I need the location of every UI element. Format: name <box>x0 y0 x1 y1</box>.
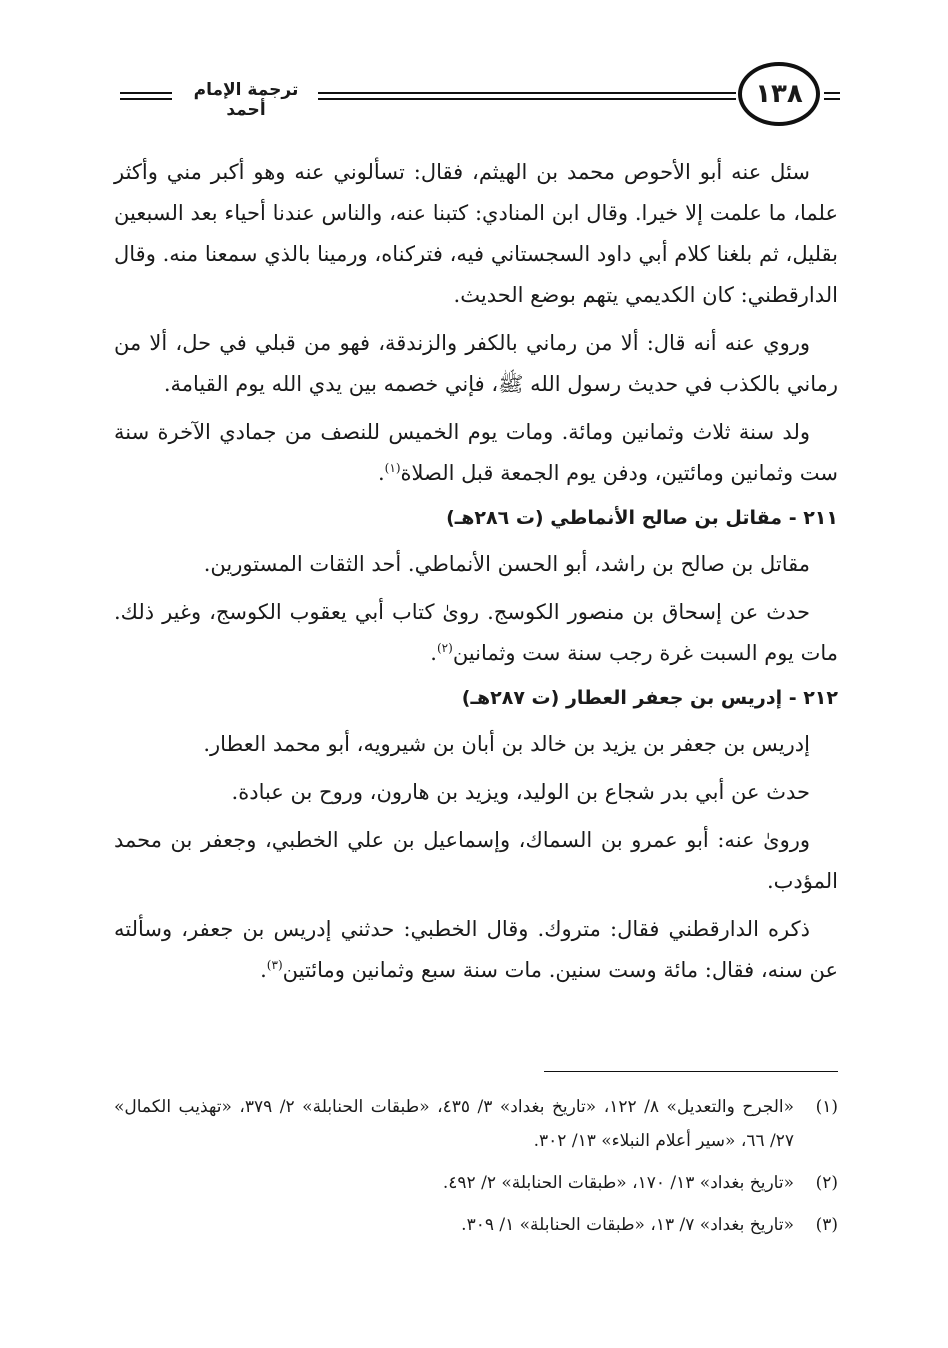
footnote-ref: (٢) <box>436 641 453 655</box>
footnote-number: (٣) <box>815 1215 838 1235</box>
footnote <box>114 1208 838 1242</box>
main-text <box>114 152 838 998</box>
paragraph-text: ذكره الدارقطني فقال: متروك. وقال الخطبي: حدثني إدريس بن جعفر، وسألته عن سنه، فقال: مائة وست سنين. مات سنة سبع وثمانين ومائتين <box>114 917 838 982</box>
footnote-text: «تاريخ بغداد» ٧/ ١٣، «طبقات الحنابلة» ١/ ٣٠٩. <box>461 1215 794 1235</box>
paragraph: وروىٰ عنه: أبو عمرو بن السماك، وإسماعيل بن علي الخطبي، وجعفر بن محمد المؤدب. <box>114 828 838 893</box>
entry-heading-211: ٢١١ - مقاتل بن صالح الأنماطي (ت ٢٨٦هـ) <box>446 507 838 529</box>
footnotes <box>114 1090 838 1250</box>
footnote-separator <box>544 1071 838 1072</box>
footnote-number: (١) <box>815 1097 838 1117</box>
footnote <box>114 1166 838 1200</box>
paragraph: مقاتل بن صالح بن راشد، أبو الحسن الأنماطي. أحد الثقات المستورين. <box>203 552 810 576</box>
header-rule-middle <box>318 92 736 100</box>
paragraph-text: حدث عن إسحاق بن منصور الكوسج. روىٰ كتاب أبي يعقوب الكوسج، وغير ذلك. مات يوم السبت غرة رجب سنة ست وثمانين <box>114 600 838 665</box>
running-title: ترجمة الإمام أحمد <box>193 80 299 120</box>
paragraph: حدث عن إسحاق بن منصور الكوسج. روىٰ كتاب أبي يعقوب الكوسج، وغير ذلك. مات يوم السبت غرة رجب سنة ست وثمانين$^{(٢)}$. <box>114 600 838 665</box>
entry-heading-212: ٢١٢ - إدريس بن جعفر العطار (ت ٢٨٧هـ) <box>461 687 838 709</box>
header-rule-right <box>824 92 840 100</box>
footnote-ref: (١) <box>384 461 401 475</box>
page-number: ١٣٨ <box>738 62 820 126</box>
footnote-number: (٢) <box>815 1173 838 1193</box>
paragraph: حدث عن أبي بدر شجاع بن الوليد، ويزيد بن هارون، وروح بن عبادة. <box>231 780 810 804</box>
paragraph: سئل عنه أبو الأحوص محمد بن الهيثم، فقال: تسألوني عنه وهو أكبر مني وأكثر علما، ما علمت إلا خيرا. وقال ابن المنادي: كتبنا عنه، والناس عندنا أحياء بعد السبعين بقليل، ثم بلغنا كلام أبي داود السجستاني فيه، فتركناه، ورمينا بالذي سمعنا منه. وقال الدارقطني: كان الكديمي يتهم بوضع الحديث. <box>114 160 838 307</box>
paragraph: إدريس بن جعفر بن يزيد بن خالد بن أبان بن شيرويه، أبو محمد العطار. <box>203 732 810 756</box>
paragraph: ذكره الدارقطني فقال: متروك. وقال الخطبي: حدثني إدريس بن جعفر، وسألته عن سنه، فقال: مائة وست سنين. مات سنة سبع وثمانين ومائتين$^{(٣)}$. <box>114 917 838 982</box>
footnote <box>114 1090 838 1158</box>
paragraph: ولد سنة ثلاث وثمانين ومائة. ومات يوم الخميس للنصف من جمادي الآخرة سنة ست وثمانين ومائتين، ودفن يوم الجمعة قبل الصلاة$^{(١)}$. <box>114 420 838 485</box>
footnote-text: «تاريخ بغداد» ١٣/ ١٧٠، «طبقات الحنابلة» ٢/ ٤٩٢. <box>442 1173 794 1193</box>
paragraph: وروي عنه أنه قال: ألا من رماني بالكفر والزندقة، فهو من قبلي في حل، ألا من رماني بالكذب في حديث رسول الله ﷺ، فإني خصمه بين يدي الله يوم القيامة. <box>114 331 838 396</box>
footnote-text: «الجرح والتعديل» ٨/ ١٢٢، «تاريخ بغداد» ٣/ ٤٣٥، «طبقات الحنابلة» ٢/ ٣٧٩، «تهذيب الكمال» ٢٧/ ٦٦، «سير أعلام النبلاء» ١٣/ ٣٠٢. <box>114 1097 795 1151</box>
paragraph-text: ولد سنة ثلاث وثمانين ومائة. ومات يوم الخميس للنصف من جمادي الآخرة سنة ست وثمانين ومائتين، ودفن يوم الجمعة قبل الصلاة <box>114 420 838 485</box>
footnote-ref: (٣) <box>266 958 283 972</box>
header-rule-left <box>120 92 172 100</box>
